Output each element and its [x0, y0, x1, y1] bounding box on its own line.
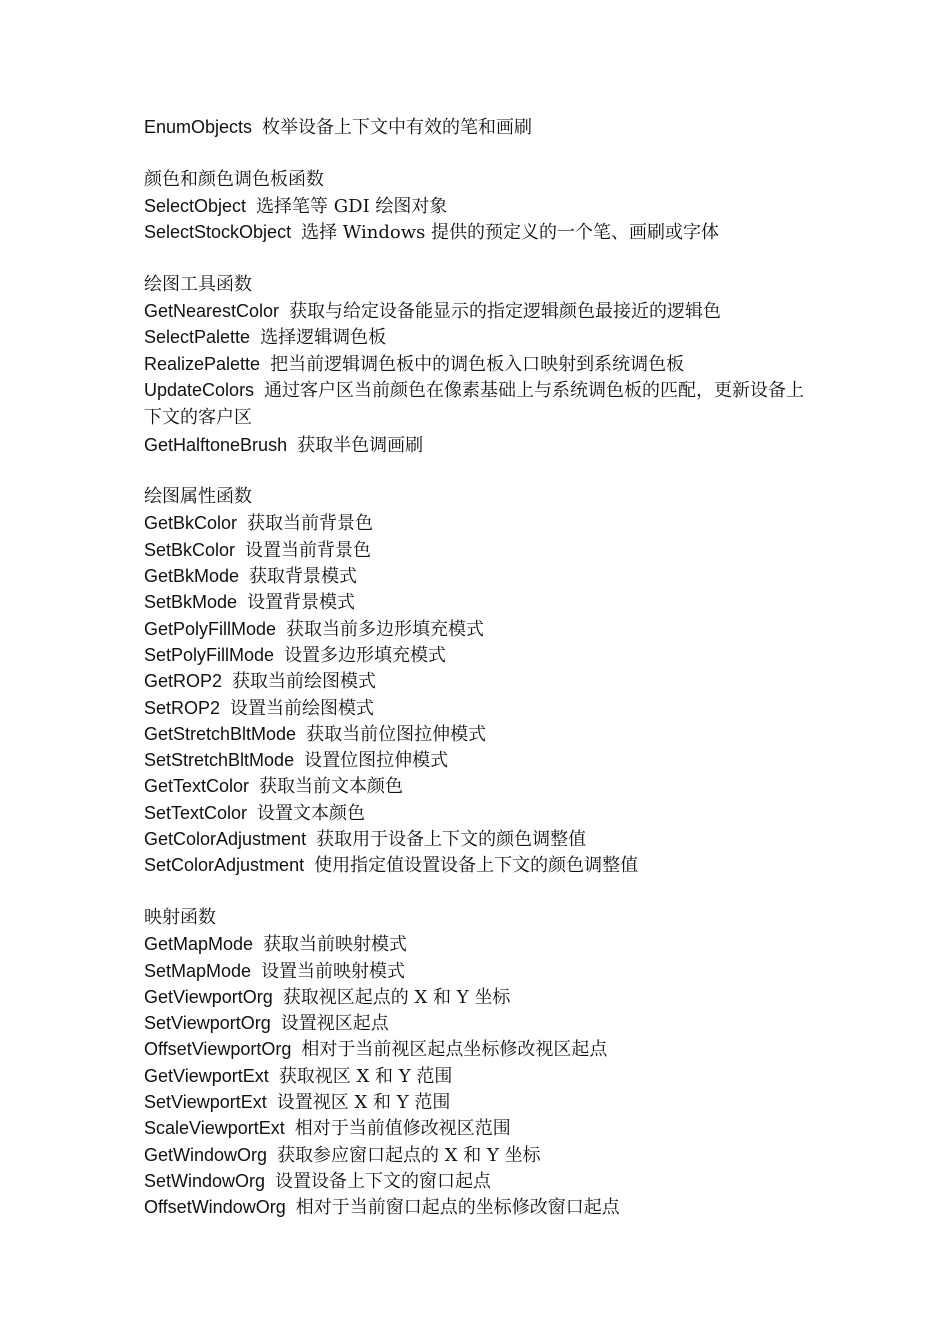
function-description: 获取当前映射模式 [263, 934, 408, 956]
function-entry [144, 747, 816, 773]
function-entry [144, 773, 816, 799]
function-description: 获取用于设备上下文的颜色调整值 [316, 829, 587, 851]
function-name: SetViewportExt [144, 1091, 267, 1112]
function-name: SelectStockObject [144, 222, 292, 243]
function-description: 设置视区起点 [280, 1013, 389, 1035]
function-description: 设置设备上下文的窗口起点 [275, 1170, 492, 1192]
function-name: SetTextColor [144, 802, 248, 823]
function-name: ScaleViewportExt [144, 1118, 285, 1139]
section-heading: 绘图属性函数 [144, 486, 252, 508]
function-name: SelectObject [144, 195, 247, 216]
function-entry [144, 1115, 816, 1141]
function-name: UpdateColors [144, 379, 255, 400]
function-description: 获取参应窗口起点的 X 和 Y 坐标 [277, 1144, 541, 1166]
function-description: 设置当前背景色 [245, 539, 372, 561]
function-entry [144, 1142, 816, 1168]
function-name: GetViewportOrg [144, 986, 273, 1007]
function-description: 枚举设备上下文中有效的笔和画刷 [262, 117, 533, 138]
function-name: GetTextColor [144, 776, 250, 797]
function-entry [144, 298, 816, 324]
function-description: 相对于当前视区起点坐标修改视区起点 [301, 1039, 608, 1061]
function-name: GetStretchBltMode [144, 723, 297, 744]
function-name: SetViewportOrg [144, 1013, 271, 1034]
function-description: 获取视区起点的 X 和 Y 坐标 [282, 986, 511, 1008]
function-description: 设置当前绘图模式 [230, 697, 375, 719]
blank-line [144, 458, 816, 484]
function-entry [144, 931, 816, 957]
function-description: 获取视区 X 和 Y 范围 [278, 1065, 453, 1087]
function-name: OffsetWindowOrg [144, 1197, 286, 1218]
function-name: GetHalftoneBrush [144, 434, 288, 455]
function-name: SetWindowOrg [144, 1170, 266, 1191]
function-entry [144, 984, 816, 1010]
section-heading: 映射函数 [144, 906, 216, 928]
function-entry [144, 377, 816, 432]
function-name: OffsetViewportOrg [144, 1039, 292, 1060]
document-page [144, 114, 816, 1220]
function-name: GetViewportExt [144, 1065, 269, 1086]
function-description: 获取当前多边形填充模式 [286, 618, 485, 640]
function-name: SetStretchBltMode [144, 750, 295, 771]
function-description: 选择笔等 GDI 绘图对象 [256, 195, 448, 217]
function-entry [144, 800, 816, 826]
function-name: GetPolyFillMode [144, 618, 277, 639]
function-entry [144, 1063, 816, 1089]
function-description: 设置视区 X 和 Y 范围 [276, 1091, 451, 1113]
function-description: 设置文本颜色 [257, 802, 366, 824]
function-description: 选择逻辑调色板 [260, 327, 387, 349]
function-entry [144, 642, 816, 668]
function-name: SelectPalette [144, 327, 251, 348]
function-description: 获取半色调画刷 [297, 434, 424, 456]
function-entry [144, 510, 816, 536]
function-name: SetBkColor [144, 539, 236, 560]
function-name: EnumObjects [144, 117, 253, 137]
function-description: 相对于当前值修改视区范围 [294, 1118, 511, 1140]
function-description: 获取当前位图拉伸模式 [306, 723, 487, 745]
section-heading: 颜色和颜色调色板函数 [144, 168, 324, 190]
blank-line [144, 140, 816, 166]
function-entry [144, 1089, 816, 1115]
function-description: 设置多边形填充模式 [284, 644, 447, 666]
function-name: GetBkColor [144, 513, 238, 534]
function-name: SetPolyFillMode [144, 644, 275, 665]
function-entry [144, 324, 816, 350]
function-entry [144, 958, 816, 984]
blank-line [144, 245, 816, 271]
function-name: GetNearestColor [144, 301, 280, 322]
function-entry [144, 563, 816, 589]
function-name: SetMapMode [144, 960, 252, 981]
blank-line [144, 879, 816, 905]
function-description: 相对于当前窗口起点的坐标修改窗口起点 [295, 1197, 620, 1219]
function-entry [144, 193, 816, 219]
function-entry [144, 668, 816, 694]
function-description: 获取当前文本颜色 [259, 776, 404, 798]
function-entry [144, 1010, 816, 1036]
function-description: 获取当前绘图模式 [232, 671, 377, 693]
function-entry [144, 826, 816, 852]
function-entry [144, 432, 816, 458]
function-entry [144, 351, 816, 377]
function-name: RealizePalette [144, 353, 261, 374]
function-description: 设置位图拉伸模式 [304, 750, 449, 772]
function-entry [144, 695, 816, 721]
function-entry [144, 721, 816, 747]
function-description: 通过客户区当前颜色在像素基础上与系统调色板的匹配，更新设备上下文的客户区 [144, 379, 805, 429]
function-description: 设置背景模式 [247, 592, 356, 614]
function-name: GetColorAdjustment [144, 829, 307, 850]
function-name: SetBkMode [144, 592, 238, 613]
function-entry [144, 1168, 816, 1194]
function-name: GetMapMode [144, 934, 254, 955]
function-description: 使用指定值设置设备上下文的颜色调整值 [314, 855, 639, 877]
function-name: GetWindowOrg [144, 1144, 268, 1165]
function-entry [144, 1194, 816, 1220]
function-description: 设置当前映射模式 [261, 960, 406, 982]
function-entry [144, 852, 816, 878]
function-name: GetBkMode [144, 566, 240, 587]
function-entry [144, 537, 816, 563]
function-description: 获取背景模式 [249, 566, 358, 588]
function-description: 把当前逻辑调色板中的调色板入口映射到系统调色板 [270, 353, 685, 375]
function-entry [144, 219, 816, 245]
function-entry [144, 616, 816, 642]
section-heading: 绘图工具函数 [144, 273, 252, 295]
function-description: 选择 Windows 提供的预定义的一个笔、画刷或字体 [301, 222, 720, 244]
function-entry [144, 1036, 816, 1062]
function-description: 获取与给定设备能显示的指定逻辑颜色最接近的逻辑色 [289, 301, 722, 323]
function-name: GetROP2 [144, 671, 223, 692]
function-entry [144, 589, 816, 615]
function-entry [144, 114, 816, 140]
function-name: SetROP2 [144, 697, 221, 718]
function-description: 获取当前背景色 [247, 513, 374, 535]
function-name: SetColorAdjustment [144, 855, 305, 876]
